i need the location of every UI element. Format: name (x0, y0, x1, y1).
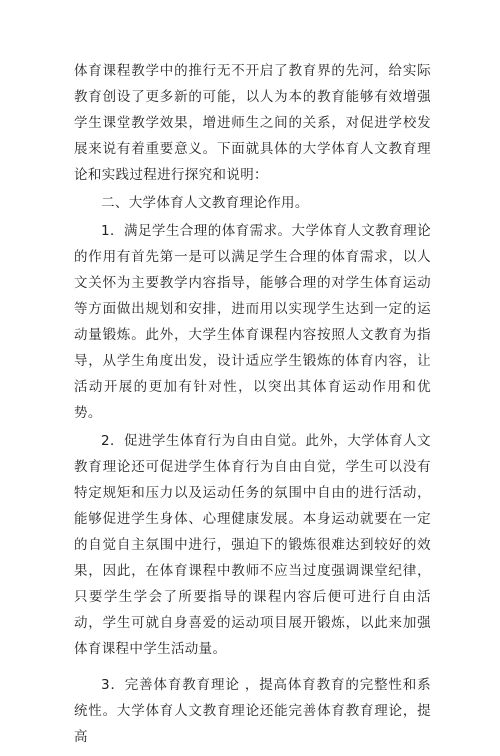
section-heading: 二、大学体育人文教育理论作用。 (101, 195, 309, 211)
paragraph-point-2: 2．促进学生体育行为自由自觉。此外，大学体育人文教育理论还可促进学生体育行为自由自觉，学生可以没有特定规矩和压力以及运动任务的氛围中自由的进行活动，能够促进学生身体、心理健康发展。本身运动就要在一定的自觉自主氛围中进行，强迫下的锻炼很难达到较好的效果，因此，在体育课程中教师不应当过度强调课堂纪律，只要学生学会了所要指导的课程内容后便可进行自由活动，学生可就自身喜爱的运动项目展开锻炼，以此来加强体育课程中学生活动量。 (74, 433, 431, 657)
paragraph-point-3: 3．完善体育教育理论 ，提高体育教育的完整性和系统性。大学体育人文教育理论还能完善体育教育理论，提高 (74, 677, 431, 745)
paragraph-intro: 体育课程教学中的推行无不开启了教育界的先河，给实际教育创设了更多新的可能，以人为本的教育能够有效增强学生课堂教学效果，增进师生之间的关系，对促进学校发展来说有着重要意义。下面就具体的大学体育人文教育理论和实践过程进行探究和说明： (74, 63, 431, 183)
document-body (74, 58, 431, 756)
paragraph-point-1: 1．满足学生合理的体育需求。大学体育人文教育理论的作用有首先第一是可以满足学生合理的体育需求，以人文关怀为主要教学内容指导，能够合理的对学生体育运动等方面做出规划和安排，进而用以实现学生达到一定的运动量锻炼。此外，大学生体育课程内容按照人文教育为指导，从学生角度出发，设计适应学生锻炼的体育内容，让活动开展的更加有针对性，以突出其体育运动作用和优势。 (74, 223, 431, 421)
